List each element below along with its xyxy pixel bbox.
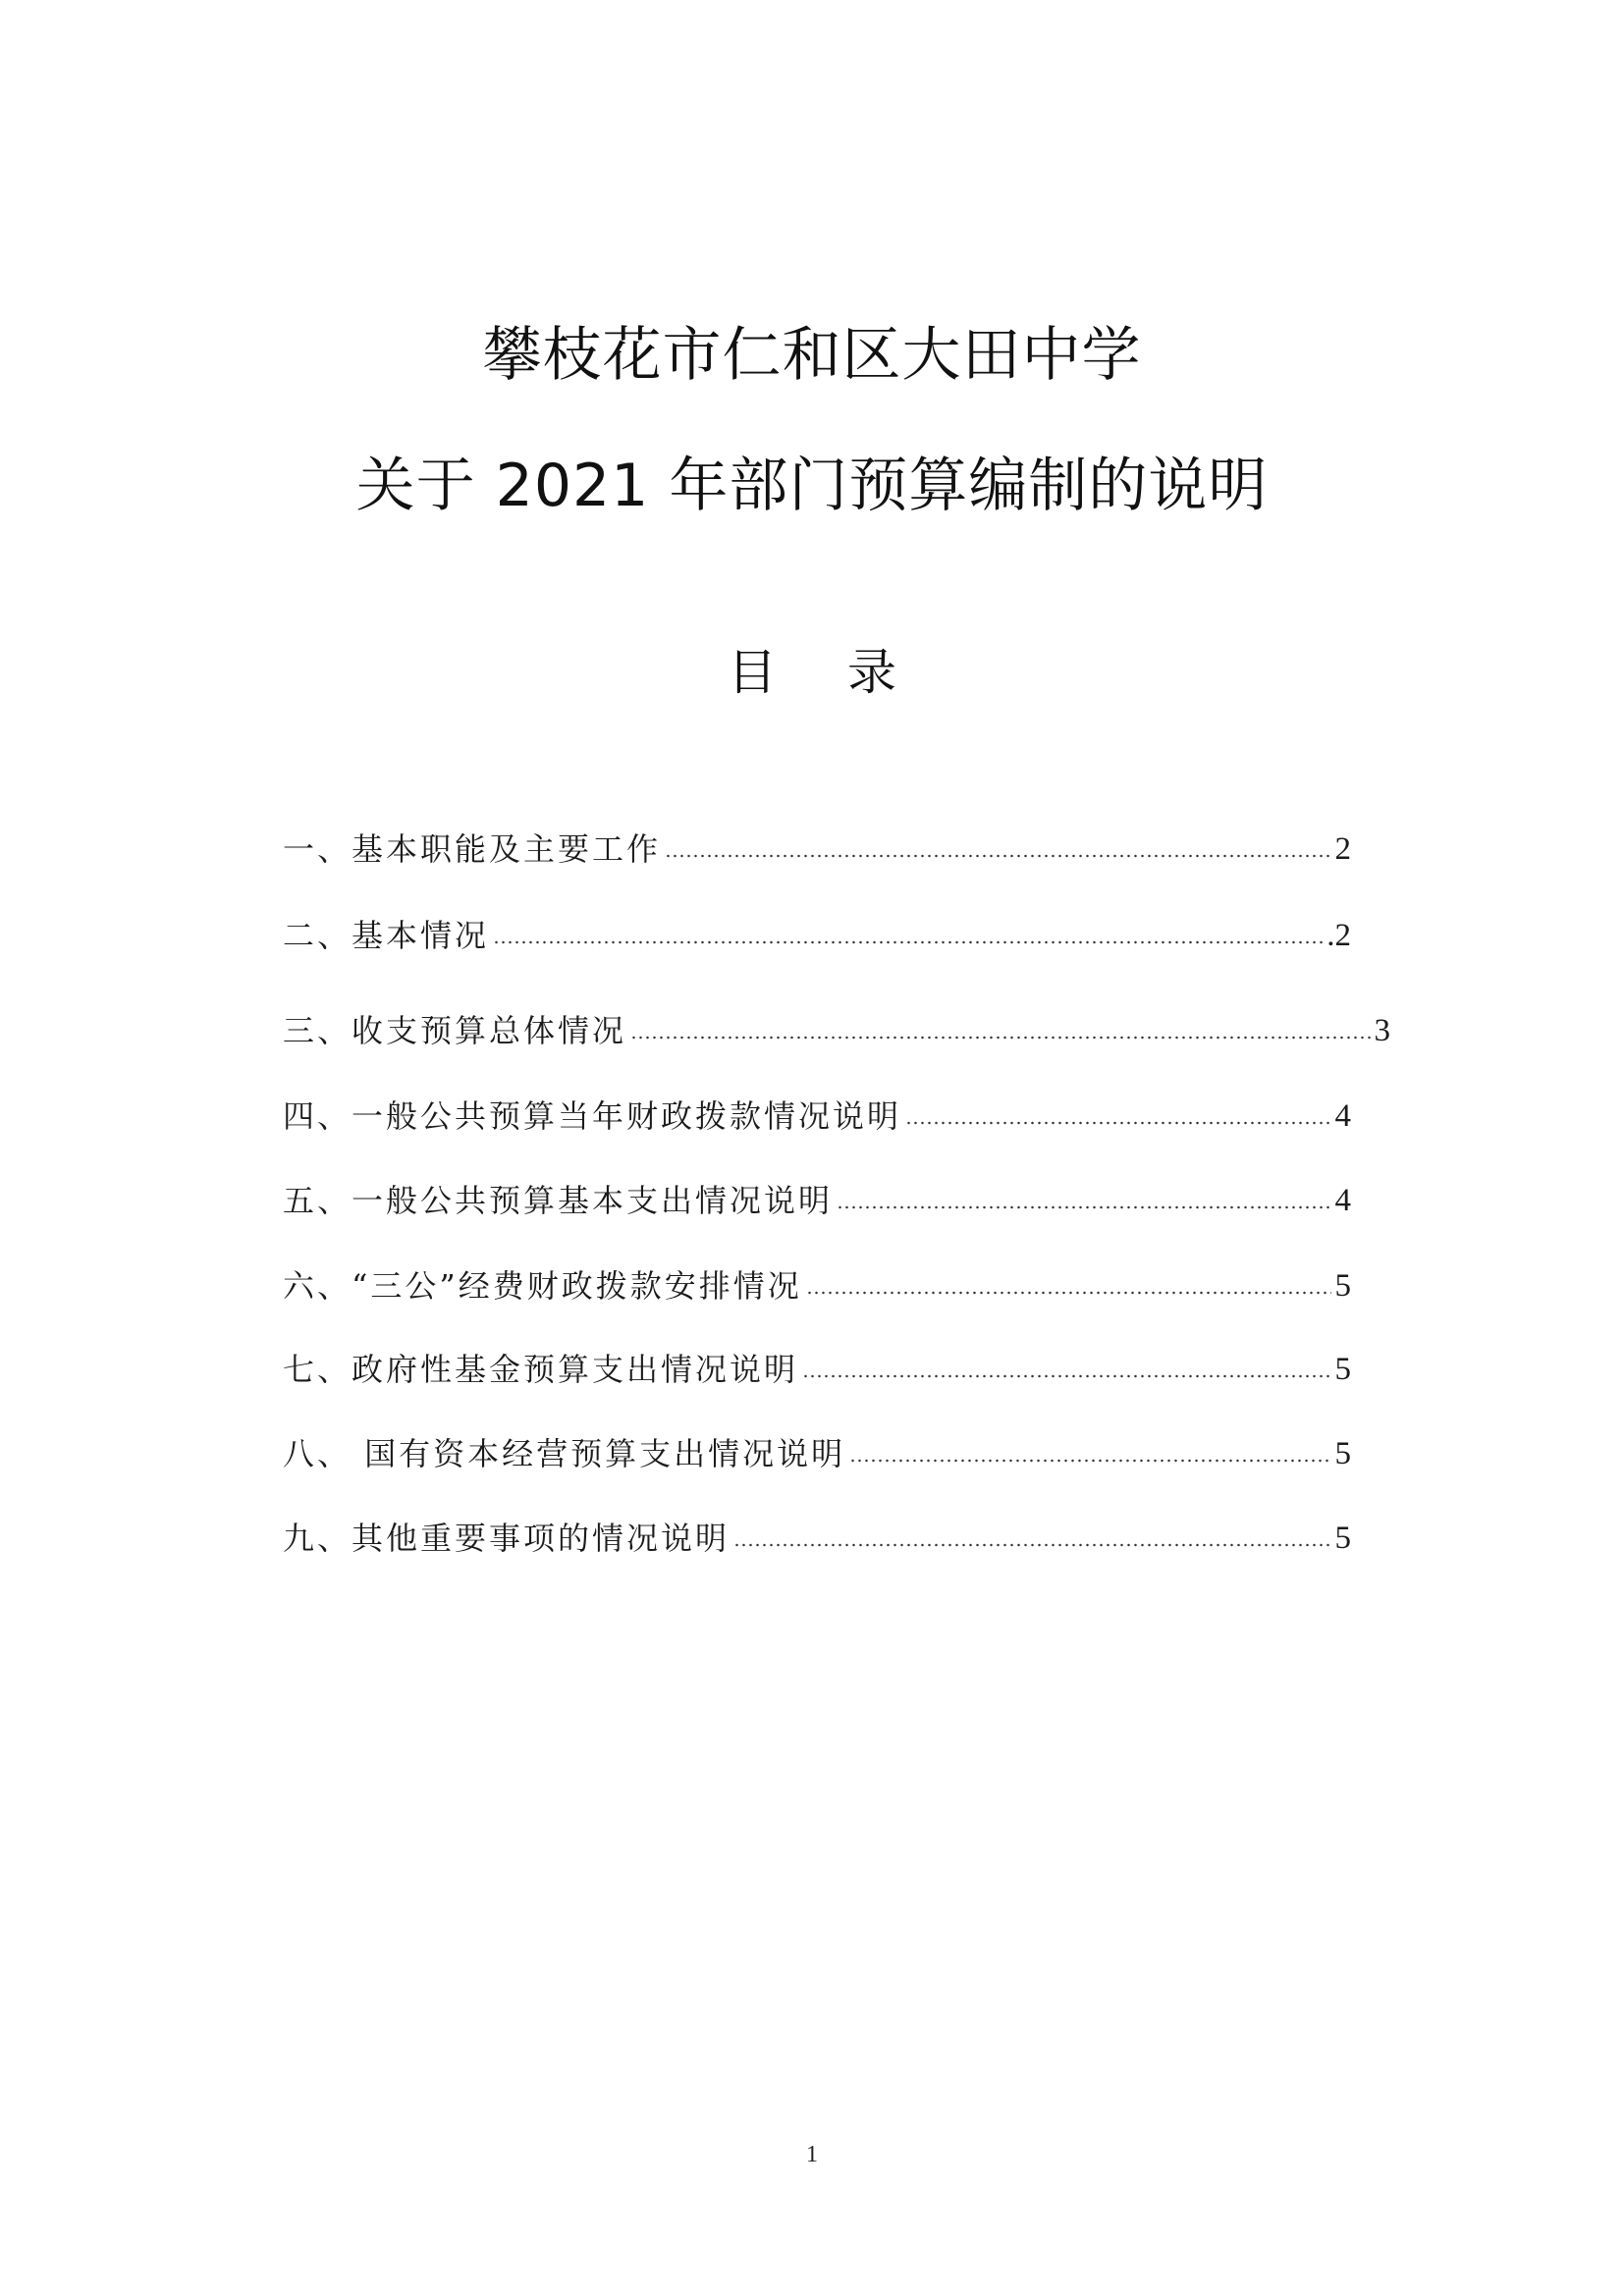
page-number: 1 — [806, 2142, 818, 2167]
toc-entry[interactable] — [283, 1514, 1351, 1563]
toc-leader-dots — [905, 1118, 1330, 1128]
toc-leader-dots — [630, 1033, 1370, 1042]
toc-entry-label: 五、一般公共预算基本支出情况说明 — [283, 1182, 834, 1219]
toc-leader-dots — [493, 937, 1323, 947]
toc-entry[interactable] — [283, 1092, 1351, 1141]
toc-entry-label: 八、 国有资本经营预算支出情况说明 — [283, 1435, 846, 1472]
toc-entry-page: 5 — [1334, 1352, 1351, 1387]
toc-entry[interactable] — [283, 1176, 1351, 1225]
document-title-line-1: 攀枝花市仁和区大田中学 — [482, 321, 1142, 390]
toc-entry-label: 九、其他重要事项的情况说明 — [283, 1520, 731, 1557]
toc-entry[interactable] — [283, 1429, 1351, 1478]
toc-leader-dots — [837, 1202, 1330, 1212]
toc-entry-page: .2 — [1326, 918, 1351, 953]
toc-entry-page: 5 — [1334, 1268, 1351, 1304]
toc-entry[interactable] — [283, 825, 1351, 874]
toc-entry-label: 三、收支预算总体情况 — [283, 1012, 627, 1049]
toc-entry[interactable] — [283, 1345, 1351, 1394]
toc-entry-page: 5 — [1334, 1436, 1351, 1471]
toc-entry-page: 4 — [1334, 1183, 1351, 1218]
toc-entry[interactable] — [283, 1261, 1351, 1310]
toc-leader-dots — [665, 851, 1330, 861]
toc-entry-label: 二、基本情况 — [283, 917, 490, 954]
toc-entry-page: 2 — [1334, 831, 1351, 867]
toc-entry-label: 六、“三公”经费财政拨款安排情况 — [283, 1267, 802, 1305]
toc-leader-dots — [733, 1540, 1330, 1550]
toc-entry-page: 5 — [1334, 1521, 1351, 1556]
toc-entry[interactable] — [283, 911, 1351, 960]
toc-entry-label: 七、政府性基金预算支出情况说明 — [283, 1351, 799, 1388]
toc-leader-dots — [849, 1456, 1330, 1466]
toc-entry[interactable] — [283, 1006, 1390, 1055]
toc-entry-label: 一、基本职能及主要工作 — [283, 830, 662, 868]
toc-entry-page: 3 — [1374, 1013, 1390, 1048]
toc-leader-dots — [802, 1371, 1330, 1381]
toc-entry-label: 四、一般公共预算当年财政拨款情况说明 — [283, 1097, 902, 1135]
toc-heading: 目录 — [728, 644, 967, 701]
toc-entry-page: 4 — [1334, 1098, 1351, 1134]
document-title-line-2: 关于 2021 年部门预算编制的说明 — [355, 452, 1269, 520]
toc-leader-dots — [806, 1288, 1331, 1298]
